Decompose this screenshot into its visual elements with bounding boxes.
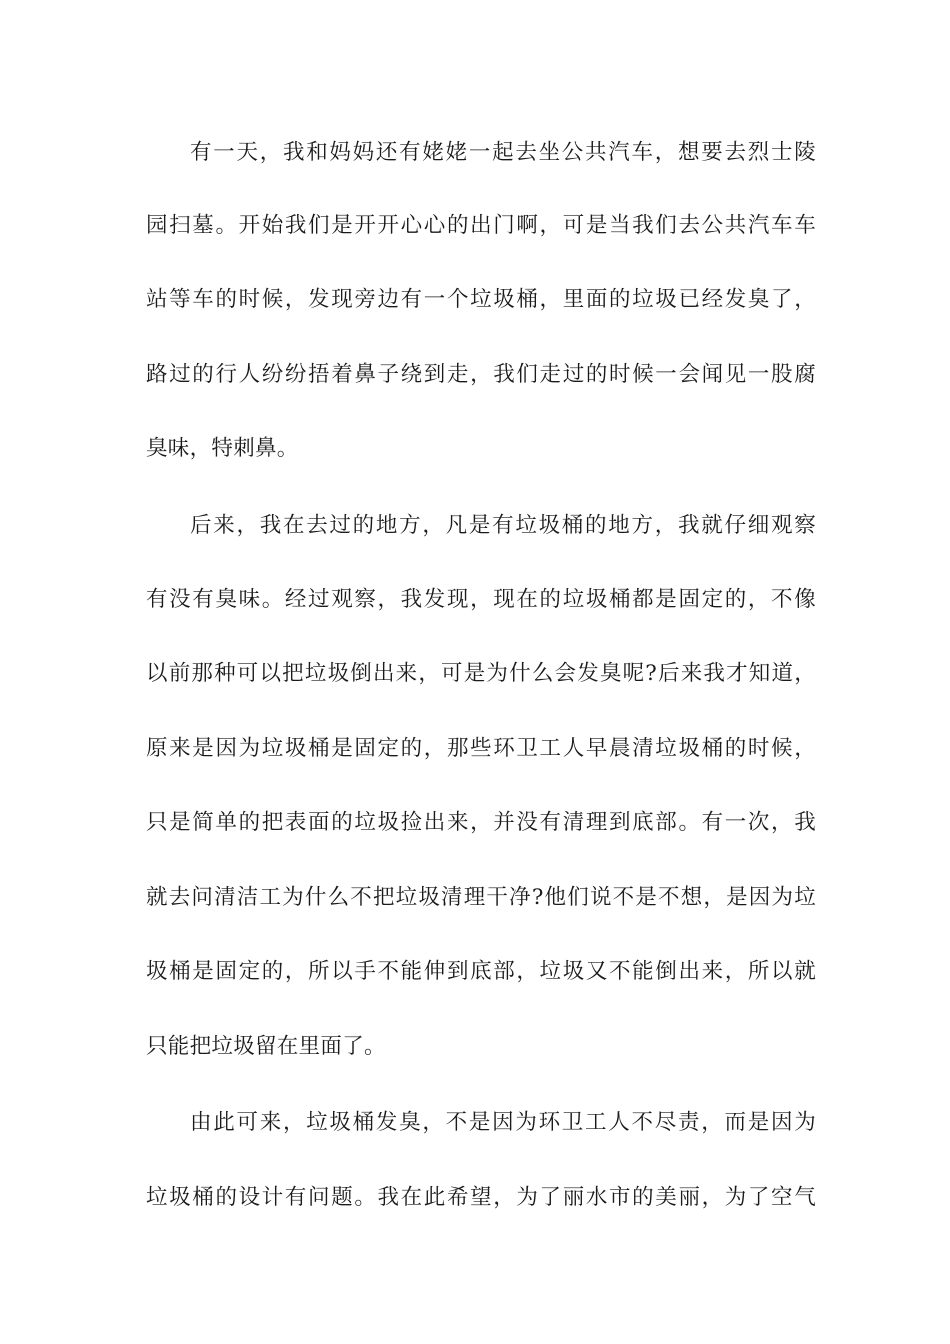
paragraph-3-line-2: 垃圾桶的设计有问题。我在此希望，为了丽水市的美丽，为了空气 [146,1185,816,1210]
paragraph-1-line-4: 路过的行人纷纷捂着鼻子绕到走，我们走过的时候一会闻见一股腐 [146,362,816,387]
paragraph-2-line-5: 只是简单的把表面的垃圾捡出来，并没有清理到底部。有一次，我 [146,810,816,835]
paragraph-1-line-5: 臭味，特刺鼻。 [146,436,299,461]
paragraph-3-line-1: 由此可来，垃圾桶发臭，不是因为环卫工人不尽责，而是因为 [190,1110,816,1135]
paragraph-2-line-3: 以前那种可以把垃圾倒出来，可是为什么会发臭呢?后来我才知道， [146,661,816,686]
paragraph-2-line-1: 后来，我在去过的地方，凡是有垃圾桶的地方，我就仔细观察 [190,513,816,538]
paragraph-2-line-6: 就去问清洁工为什么不把垃圾清理干净?他们说不是不想，是因为垃 [146,885,816,910]
paragraph-2-line-2: 有没有臭味。经过观察，我发现，现在的垃圾桶都是固定的，不像 [146,587,816,612]
paragraph-2-line-4: 原来是因为垃圾桶是固定的，那些环卫工人早晨清垃圾桶的时候， [146,736,816,761]
paragraph-2-line-7: 圾桶是固定的，所以手不能伸到底部，垃圾又不能倒出来，所以就 [146,959,816,984]
paragraph-2-line-8: 只能把垃圾留在里面了。 [146,1034,386,1059]
paragraph-1-line-2: 园扫墓。开始我们是开开心心的出门啊，可是当我们去公共汽车车 [146,213,816,238]
paragraph-1-line-3: 站等车的时候，发现旁边有一个垃圾桶，里面的垃圾已经发臭了， [146,287,816,312]
paragraph-1-line-1: 有一天，我和妈妈还有姥姥一起去坐公共汽车，想要去烈士陵 [190,140,816,165]
